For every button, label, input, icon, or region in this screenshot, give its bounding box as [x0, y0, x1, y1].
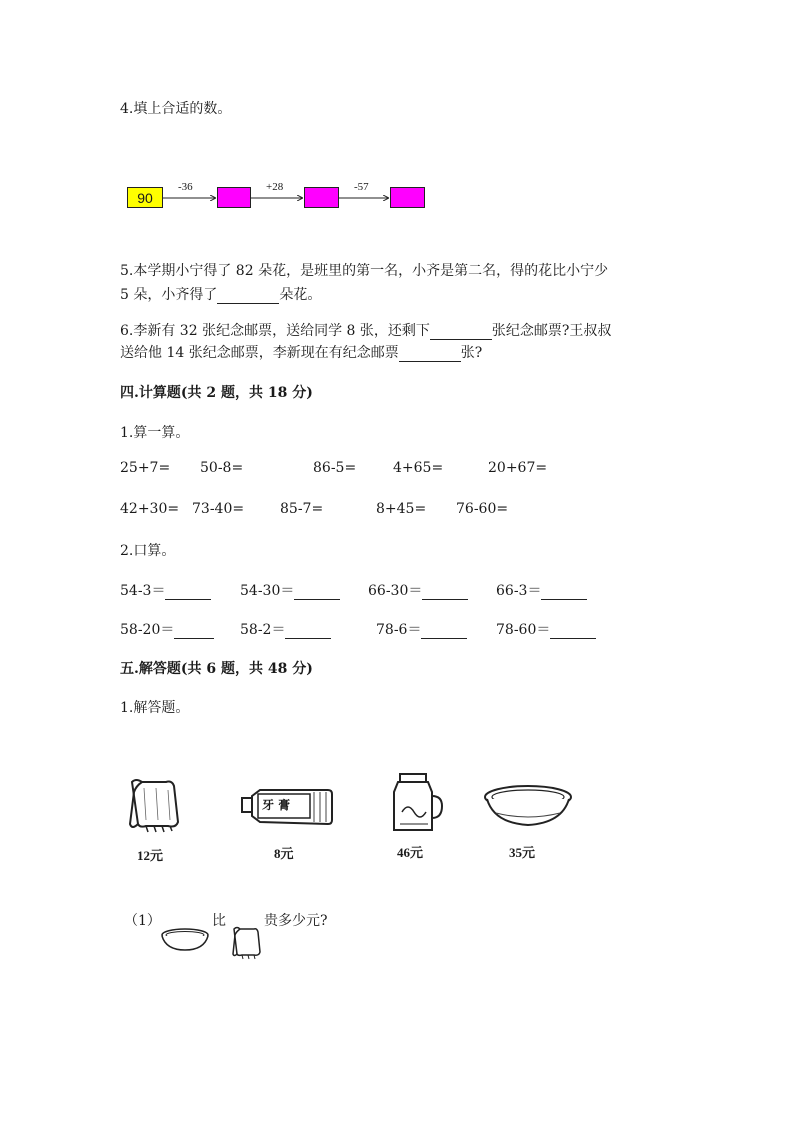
op-2: +28: [266, 181, 284, 193]
toothpaste-label: 牙 膏: [262, 798, 291, 812]
q6-line2: [120, 342, 482, 362]
calc-item: 42+30=: [120, 501, 180, 517]
oral-item: [240, 580, 340, 600]
start-value-box: 90: [127, 187, 163, 208]
oral-expr: 78-6＝: [376, 622, 422, 638]
q6-line2-text-a: 送给他 14 张纪念邮票，李新现在有纪念邮票: [120, 345, 399, 361]
oral-item: [376, 619, 467, 639]
q6-line1-text-b: 张纪念邮票?王叔叔: [491, 323, 612, 339]
calc-item: 85-7=: [280, 501, 324, 517]
oral-expr: 78-60＝: [496, 622, 551, 638]
section4-q1-title: 1.算一算。: [120, 425, 190, 441]
oral-item: [120, 580, 211, 600]
calc-item: 73-40=: [192, 501, 245, 517]
oral-expr: 58-2＝: [240, 622, 286, 638]
section4-q2-title: 2.口算。: [120, 543, 176, 559]
q5-line1: 5.本学期小宁得了 82 朵花，是班里的第一名，小齐是第二名，得的花比小宁少: [120, 263, 609, 279]
towel-icon: [230, 926, 264, 960]
oral-blank[interactable]: [174, 622, 214, 639]
section5-q1-title: 1.解答题。: [120, 700, 190, 716]
calc-item: 50-8=: [200, 460, 244, 476]
oral-expr: 58-20＝: [120, 622, 175, 638]
sub1-question: 贵多少元?: [264, 913, 328, 929]
q6-blank-1[interactable]: [430, 323, 492, 340]
q5-line2-text-a: 5 朵，小齐得了: [120, 287, 218, 303]
oral-blank[interactable]: [165, 583, 211, 600]
price-thermos: 46元: [397, 845, 424, 860]
q5-blank[interactable]: [217, 287, 279, 304]
calc-item: 4+65=: [393, 460, 444, 476]
oral-item: [496, 619, 596, 639]
oral-blank[interactable]: [422, 583, 468, 600]
thermos-icon: [388, 772, 442, 834]
op-1: -36: [178, 181, 193, 193]
calc-item: 86-5=: [313, 460, 357, 476]
oral-expr: 54-3＝: [120, 583, 166, 599]
q6-line1: [120, 320, 611, 340]
oral-item: [368, 580, 468, 600]
oral-blank[interactable]: [541, 583, 587, 600]
towel-icon: [126, 778, 186, 834]
price-towel: 12元: [137, 848, 164, 863]
sub1-number: （1）: [124, 913, 161, 929]
calc-item: 25+7=: [120, 460, 171, 476]
q5-line2: [120, 284, 321, 304]
section5-title: 五.解答题(共 6 题，共 48 分): [120, 661, 313, 677]
op-3: -57: [354, 181, 369, 193]
oral-expr: 54-30＝: [240, 583, 295, 599]
oral-item: [496, 580, 587, 600]
basin-icon: [160, 928, 210, 952]
calc-item: 76-60=: [456, 501, 509, 517]
q6-line1-text-a: 6.李新有 32 张纪念邮票，送给同学 8 张，还剩下: [120, 323, 430, 339]
oral-blank[interactable]: [285, 622, 331, 639]
oral-blank[interactable]: [421, 622, 467, 639]
oral-item: [120, 619, 214, 639]
price-basin: 35元: [509, 845, 536, 860]
q6-blank-2[interactable]: [399, 345, 461, 362]
oral-blank[interactable]: [294, 583, 340, 600]
oral-item: [240, 619, 331, 639]
q4-title: 4.填上合适的数。: [120, 101, 232, 117]
oral-expr: 66-30＝: [368, 583, 423, 599]
q5-line2-text-b: 朵花。: [279, 287, 322, 303]
q6-line2-text-b: 张?: [460, 345, 483, 361]
calc-item: 20+67=: [488, 460, 548, 476]
oral-blank[interactable]: [550, 622, 596, 639]
price-toothpaste: 8元: [274, 846, 294, 861]
oral-expr: 66-3＝: [496, 583, 542, 599]
sub1-compare-word: 比: [212, 913, 226, 929]
calc-item: 8+45=: [376, 501, 427, 517]
section4-title: 四.计算题(共 2 题，共 18 分): [120, 385, 313, 401]
basin-icon: [482, 783, 574, 829]
